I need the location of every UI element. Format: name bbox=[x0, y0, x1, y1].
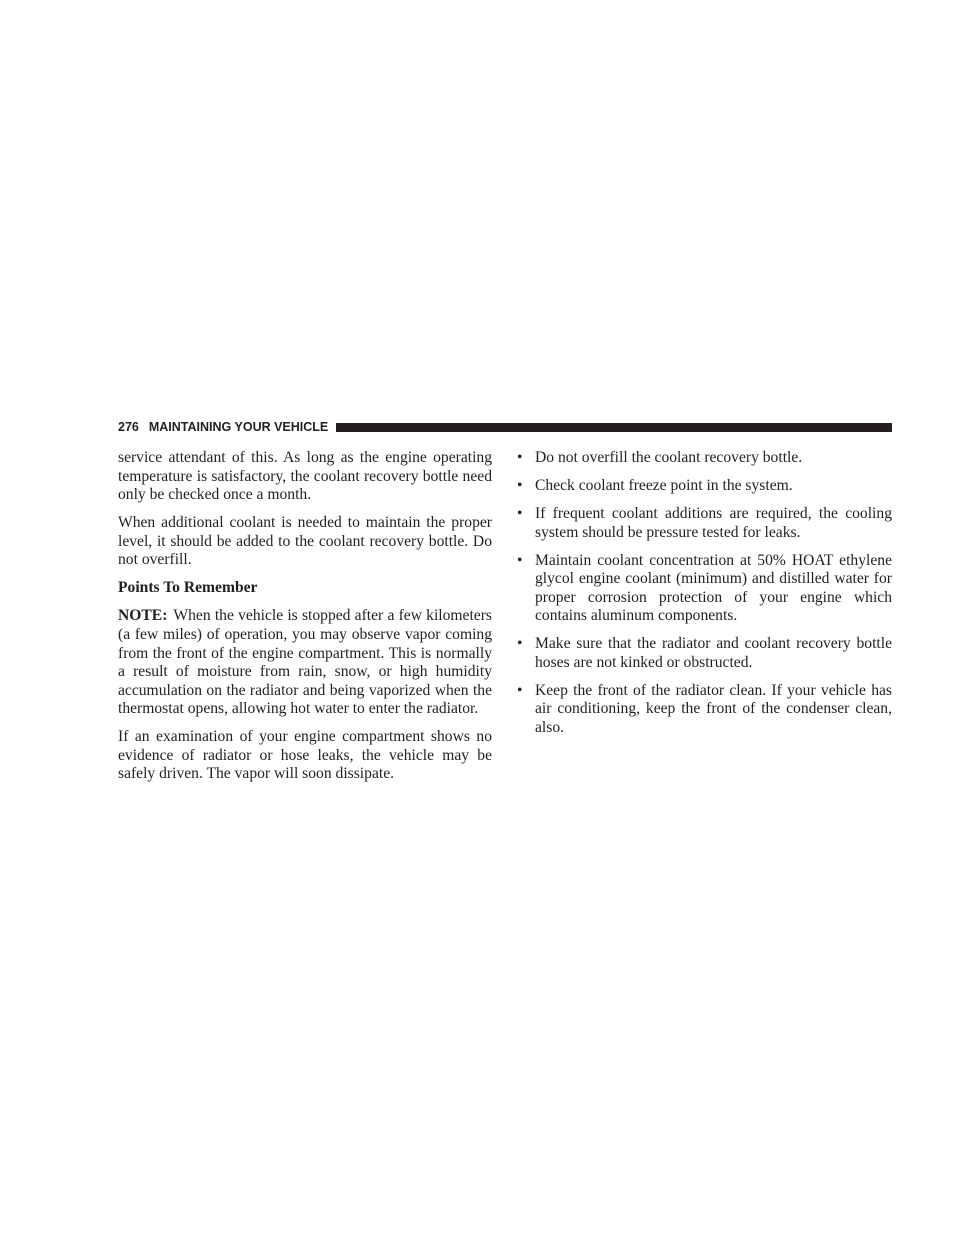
page-header bbox=[118, 419, 892, 435]
list-item: • Do not overfill the coolant recovery bottle. bbox=[517, 449, 803, 466]
note-paragraph bbox=[118, 607, 492, 719]
bullet-list bbox=[517, 449, 892, 738]
left-column bbox=[118, 449, 492, 793]
list-item: • If frequent coolant additions are required, the cooling system should be pressure tested for leaks. bbox=[517, 504, 892, 541]
bullet-icon: • bbox=[517, 551, 523, 569]
paragraph-vapor-dissipate: If an examination of your engine compartment shows no evidence of radiator or hose leaks, the vehicle may be safely driven. The vapor will soon dissipate. bbox=[118, 728, 492, 783]
subheading-points-to-remember: Points To Remember bbox=[118, 579, 258, 597]
header-rule bbox=[336, 423, 892, 432]
list-item: • Maintain coolant concentration at 50% HOAT ethylene glycol engine coolant (minimum) and distilled water for proper corrosion protection of your engine which contains aluminum components. bbox=[517, 551, 892, 625]
note-label: NOTE: bbox=[118, 607, 168, 625]
list-item: • Check coolant freeze point in the system. bbox=[517, 476, 793, 494]
bullet-icon: • bbox=[517, 681, 523, 699]
bullet-icon: • bbox=[517, 476, 523, 494]
paragraph-checking-frequency: service attendant of this. As long as the engine operating temperature is satisfactory, the coolant recovery bottle need only be checked once a month. bbox=[118, 449, 492, 504]
list-item: • Keep the front of the radiator clean. If your vehicle has air conditioning, keep the front of the condenser clean, also. bbox=[517, 681, 892, 737]
right-column bbox=[517, 449, 892, 747]
bullet-icon: • bbox=[517, 504, 523, 522]
paragraph-adding-coolant: When additional coolant is needed to maintain the proper level, it should be added to the coolant recovery bottle. Do not overfill. bbox=[118, 514, 492, 569]
page-number: 276 bbox=[118, 420, 139, 434]
note-text: When the vehicle is stopped after a few kilometers (a few miles) of operation, you may observe vapor coming from the front of the engine compartment. This is normally a result of moisture from rain, snow, or high humidity accumulation on the radiator and being vaporized when the thermostat opens, allowing hot water to enter the radiator. bbox=[118, 607, 492, 718]
bullet-icon: • bbox=[517, 449, 523, 466]
section-title: MAINTAINING YOUR VEHICLE bbox=[148, 420, 329, 434]
list-item: • Make sure that the radiator and coolant recovery bottle hoses are not kinked or obstructed. bbox=[517, 635, 892, 671]
bullet-icon: • bbox=[517, 635, 523, 653]
